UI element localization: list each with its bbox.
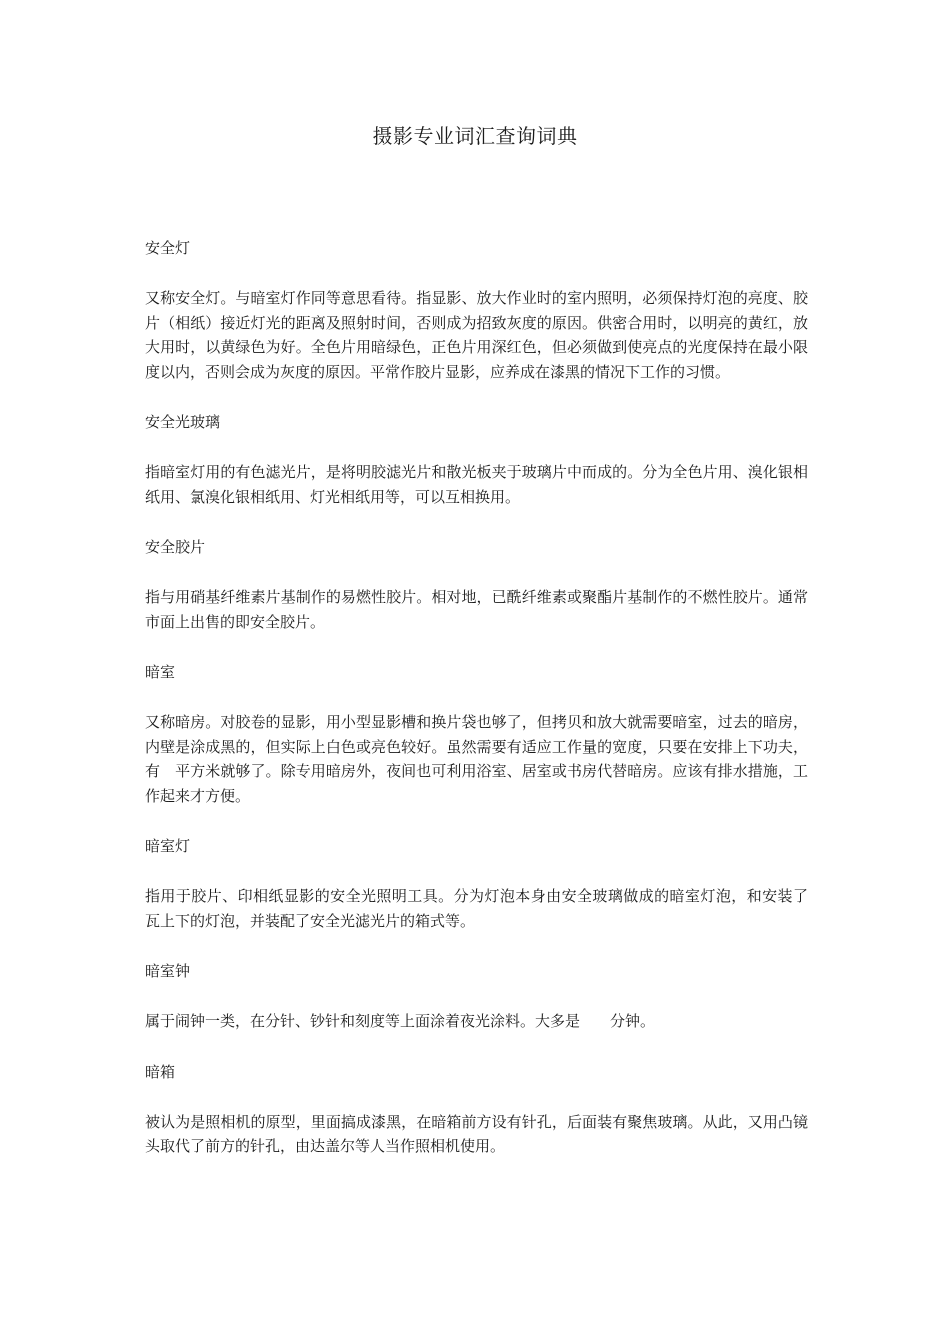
glossary-entry — [145, 1060, 808, 1159]
glossary-entry — [145, 834, 839, 933]
entry-definition: 又称暗房。对胶卷的显影，用小型显影槽和换片袋也够了，但拷贝和放大就需要暗室，过去的暗房，内壁是涂成黑的，但实际上白色或亮色较好。虽然需要有适应工作量的宽度，只要在安排上下功夫，有 平方米就够了。除专用暗房外，夜间也可利用浴室、居室或书房代替暗房。应该有排水措施，工作起来才方便。 — [145, 713, 808, 805]
entry-definition: 指暗室灯用的有色滤光片，是将明胶滤光片和散光板夹于玻璃片中而成的。分为全色片用、溴化银相纸用、氯溴化银相纸用、灯光相纸用等，可以互相换用。 — [145, 463, 808, 506]
glossary-entry — [145, 410, 808, 509]
glossary-entry — [145, 236, 808, 384]
entry-definition: 属于闹钟一类，在分针、钞针和刻度等上面涂着夜光涂料。大多是 分钟。 — [145, 1012, 656, 1030]
entry-definition: 指与用硝基纤维素片基制作的易燃性胶片。相对地，已酰纤维素或聚酯片基制作的不燃性胶片。通常市面上出售的即安全胶片。 — [145, 588, 808, 631]
entry-definition: 被认为是照相机的原型，里面搞成漆黑，在暗箱前方设有针孔，后面装有聚焦玻璃。从此，又用凸镜头取代了前方的针孔，由达盖尔等人当作照相机使用。 — [145, 1112, 808, 1155]
entry-term: 暗室灯 — [145, 837, 191, 855]
entry-term: 暗室 — [145, 663, 176, 681]
entry-definition: 指用于胶片、印相纸显影的安全光照明工具。分为灯泡本身由安全玻璃做成的暗室灯泡，和安装了 瓦上下的灯泡，并装配了安全光滤光片的箱式等。 — [145, 887, 839, 930]
glossary-entry — [145, 959, 808, 1034]
glossary-entry — [145, 660, 808, 808]
entry-term: 暗箱 — [145, 1062, 176, 1081]
glossary-entries — [145, 236, 839, 1185]
page-title: 摄影专业词汇查询词典 — [372, 124, 578, 148]
entry-term: 安全光玻璃 — [145, 413, 221, 431]
entry-term: 安全灯 — [145, 239, 191, 257]
entry-term: 暗室钟 — [145, 962, 191, 980]
entry-definition: 又称安全灯。与暗室灯作同等意思看待。指显影、放大作业时的室内照明，必须保持灯泡的亮度、胶片（相纸）接近灯光的距离及照射时间，否则成为招致灰度的原因。供密合用时，以明亮的黄红，放大用时，以黄绿色为好。全色片用暗绿色，正色片用深红色，但必须做到使亮点的光度保持在最小限度以内，否则会成为灰度的原因。平常作胶片显影，应养成在漆黑的情况下工作的习惯。 — [145, 289, 808, 381]
entry-term: 安全胶片 — [145, 538, 206, 556]
glossary-entry — [145, 535, 808, 634]
